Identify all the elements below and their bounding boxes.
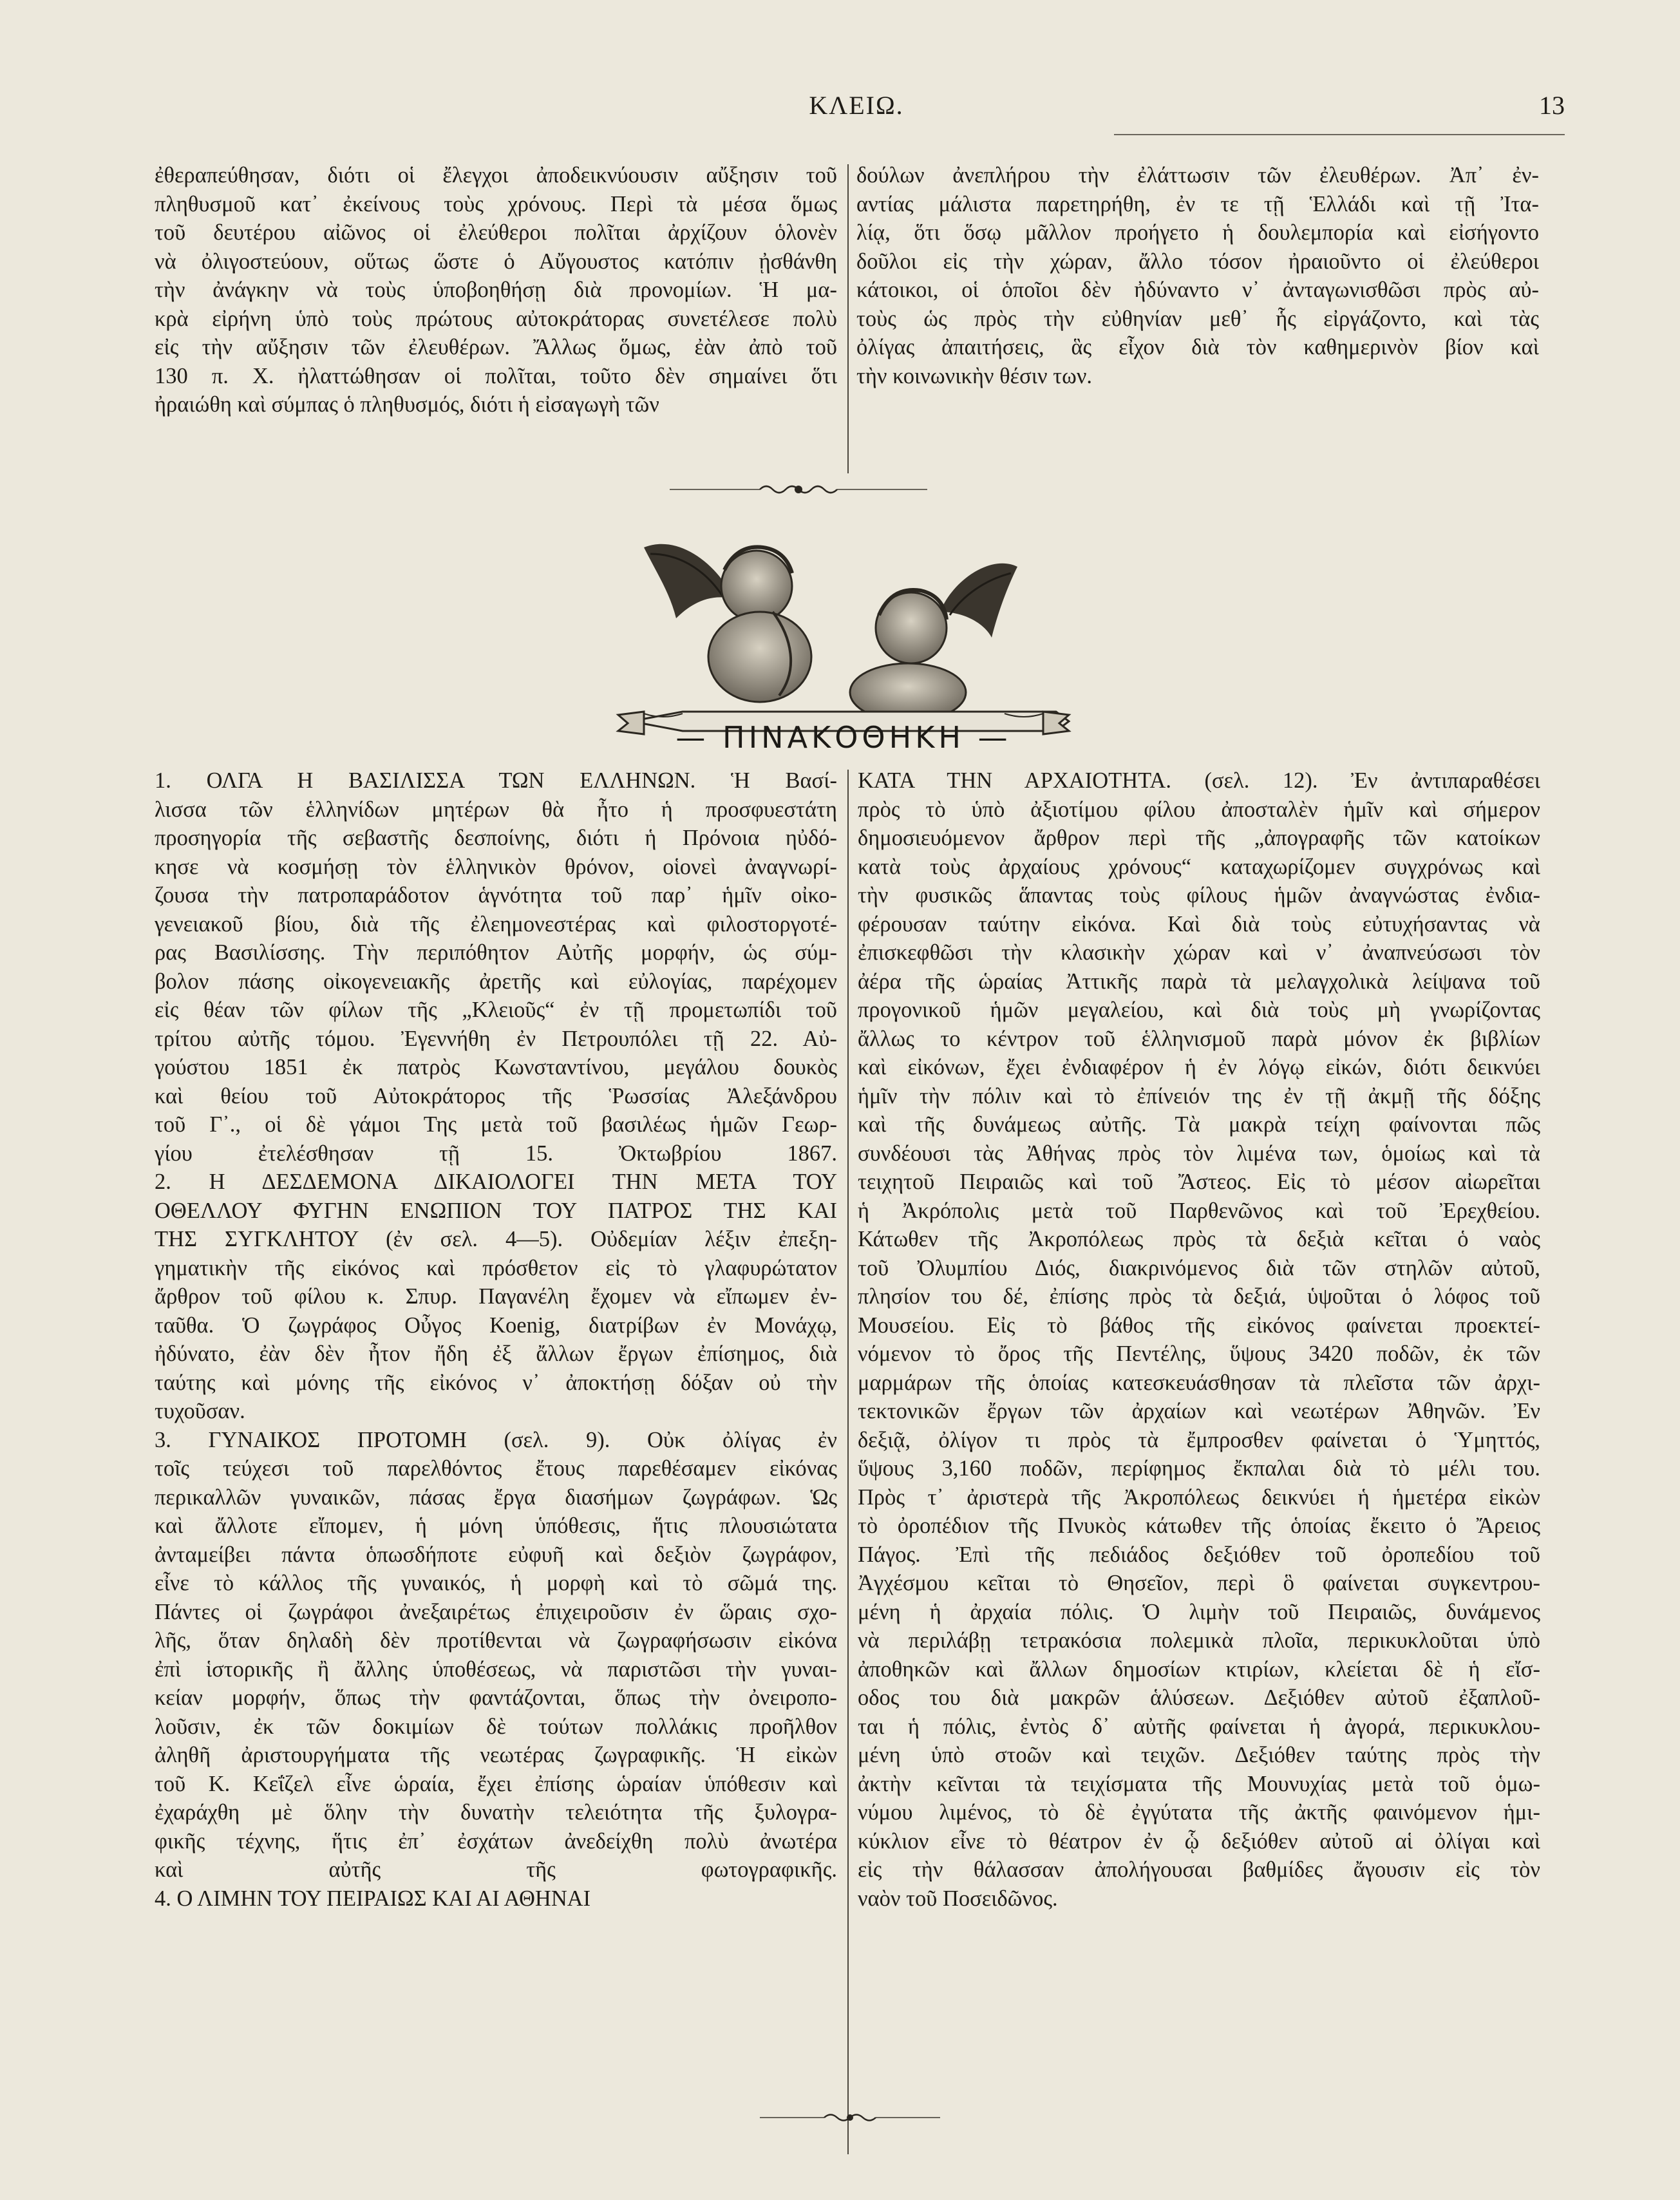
text-line: πλησίον του δέ, ἐπίσης πρὸς τὰ δεξιά, ὑψοῦται ὁ λόφος τοῦ xyxy=(858,1284,1540,1309)
text-line: κατὰ τοὺς ἀρχαίους χρόνους“ καταχωρίζομεν συγχρόνως καὶ xyxy=(858,854,1540,879)
text-line: συνδέουσι τὰς Ἀθήνας πρὸς τὸν λιμένα των, ὁμοίως καὶ τὰ xyxy=(858,1141,1540,1166)
text-line: νὰ περιλάβῃ τετρακόσια πολεμικὰ πλοῖα, περικυκλοῦται ὑπὸ xyxy=(858,1628,1540,1653)
text-line: εἰς τὴν αὔξησιν τῶν ἐλευθέρων. Ἄλλως ὅμως, ἐὰν ἀπὸ τοῦ xyxy=(155,335,837,359)
running-title: ΚΛΕΙΩ. xyxy=(809,91,904,120)
text-line: περικαλλῶν γυναικῶν, πάσας ἔργα διασήμων ζωγράφων. Ὡς xyxy=(155,1484,837,1510)
text-line: ζουσα τὴν πατροπαράδοτον ἁγνότητα τοῦ παρ᾽ ἡμῖν οἰκο- xyxy=(155,883,837,907)
text-line: καὶ τῆς δυνάμεως αὐτῆς. Τὰ μακρὰ τείχη φαίνονται πῶς xyxy=(858,1112,1540,1137)
text-line: Ἀγχέσμου κεῖται τὸ Θησεῖον, περὶ ὃ φαίνεται συγκεντρου- xyxy=(858,1571,1540,1595)
text-line: 3. ΓΥΝΑΙΚΟΣ ΠΡΟΤΟΜΗ (σελ. 9). Οὐκ ὀλίγας ἐν xyxy=(155,1427,837,1452)
text-line: κησε νὰ κοσμήσῃ τὸν ἑλληνικὸν θρόνον, οἱονεὶ ἀναγνωρί- xyxy=(155,854,837,879)
text-line: ΚΑΤΑ ΤΗΝ ΑΡΧΑΙΟΤΗΤΑ. (σελ. 12). Ἐν ἀντιπαραθέσει xyxy=(858,768,1540,793)
text-line: δούλων ἀνεπλήρου τὴν ἐλάττωσιν τῶν ἐλευθέρων. Ἀπ᾽ ἐν- xyxy=(856,163,1539,187)
text-line: τὴν φυσικῶς ἅπαντας τοὺς φίλους ἡμῶν ἀναγνώστας ἐνδια- xyxy=(858,883,1540,907)
text-line: ΟΘΕΛΛΟΥ ΦΥΓΗΝ ΕΝΩΠΙΟΝ ΤΟΥ ΠΑΤΡΟΣ ΤΗΣ ΚΑΙ xyxy=(155,1198,837,1223)
text-line: 130 π. Χ. ἠλαττώθησαν οἱ πολῖται, τοῦτο δὲν σημαίνει ὅτι xyxy=(155,363,837,388)
text-line: λισσα τῶν ἑλληνίδων μητέρων θὰ ἦτο ἡ προσφυεστάτη xyxy=(155,797,837,822)
text-line: φικῆς τέχνης, ἥτις ἐπ᾽ ἐσχάτων ἀνεδείχθη πολὺ ἀνωτέρα xyxy=(155,1828,837,1854)
text-line: 4. Ο ΛΙΜΗΝ ΤΟΥ ΠΕΙΡΑΙΩΣ ΚΑΙ ΑΙ ΑΘΗΝΑΙ xyxy=(155,1886,591,1911)
text-line: κύκλιον εἶνε τὸ θέατρον ἐν ᾧ δεξιόθεν αὐτοῦ αἱ ὀλίγαι καὶ xyxy=(858,1828,1540,1854)
text-line: ἠδύνατο, ἐὰν δὲν ἦτον ἤδη ἐξ ἄλλων ἔργων ἐπίσημος, διὰ xyxy=(155,1342,837,1366)
text-line: Πάντες οἱ ζωγράφοι ἀνεξαιρέτως ἐπιχειροῦσιν ἐν ὥραις σχο- xyxy=(155,1599,837,1624)
text-line: Πρὸς τ᾽ ἀριστερὰ τῆς Ἀκροπόλεως δεικνύει ἡ ἡμετέρα εἰκὼν xyxy=(858,1484,1540,1510)
banner-label: — ΠΙΝΑΚΟΘΗΚΗ — xyxy=(675,720,1012,755)
text-line: καὶ εἰκόνων, ἔχει ἐνδιαφέρον ἡ ἐν λόγῳ εἰκών, διότι δεικνύει xyxy=(858,1055,1540,1079)
bottom-right-column xyxy=(858,766,1540,1913)
text-line: νύμου λιμένος, τὸ δὲ ἐγγύτατα τῆς ἀκτῆς φαινόμενον ἡμι- xyxy=(858,1800,1540,1825)
text-line: ὀλίγας ἀπαιτήσεις, ἃς εἶχον διὰ τὸν καθημερινὸν βίον καὶ xyxy=(856,335,1539,359)
text-line: λῆς, ὅταν δηλαδὴ δὲν προτίθενται νὰ ζωγραφήσωσιν εἰκόνα xyxy=(155,1628,837,1653)
text-line: ἡ Ἀκρόπολις μετὰ τοῦ Παρθενῶνος καὶ τοῦ Ἐρεχθείου. xyxy=(858,1198,1540,1223)
column-divider-bottom xyxy=(847,770,849,2154)
section-ornament xyxy=(670,480,927,499)
text-line: ὕψους 3,160 ποδῶν, περίφημος ἔκπαλαι διὰ τὸ μέλι του. xyxy=(858,1456,1540,1481)
text-line: τοῖς τεύχεσι τοῦ παρελθόντος ἔτους παρεθέσαμεν εἰκόνας xyxy=(155,1456,837,1481)
text-line: ταύτης καὶ μόνης τῆς εἰκόνος ν᾽ ἀποκτήσῃ δόξαν οὐ τὴν xyxy=(155,1370,837,1395)
text-line: Πάγος. Ἐπὶ τῆς πεδιάδος δεξιόθεν τοῦ ὀροπεδίου τοῦ xyxy=(858,1542,1540,1567)
page-header xyxy=(148,90,1565,135)
text-line: καὶ θείου τοῦ Αὐτοκράτορος τῆς Ῥωσσίας Ἀλεξάνδρου xyxy=(155,1083,837,1108)
text-line: οδος του διὰ μακρῶν ἁλύσεων. Δεξιόθεν αὐτοῦ ἐξαπλοῦ- xyxy=(858,1685,1540,1710)
text-line: προγονικοῦ ἡμῶν μεγαλείου, καὶ διὰ τοὺς μὴ γνωρίζοντας xyxy=(858,998,1540,1022)
text-line: φέρουσαν ταύτην εἰκόνα. Καὶ διὰ τοὺς εὐτυχήσαντας νὰ xyxy=(858,911,1540,936)
text-line: τρίτου αὐτῆς τόμου. Ἐγεννήθη ἐν Πετρουπόλει τῇ 22. Αὐ- xyxy=(155,1026,837,1051)
text-line: τοῦ Ὀλυμπίου Διός, διακρινόμενος διὰ τῶν στηλῶν αὐτοῦ, xyxy=(858,1255,1540,1280)
text-line: καὶ ἄλλοτε εἴπομεν, ἡ μόνη ὑπόθεσις, ἥτις πλουσιώτατα xyxy=(155,1513,837,1538)
text-line: τοὺς ὡς πρὸς τὴν εὐθηνίαν μεθ᾽ ἧς εἰργάζοντο, καὶ τὰς xyxy=(856,306,1539,331)
text-line: γενειακοῦ βίου, διὰ τῆς ἐλεημονεστέρας καὶ φιλοστοργοτέ- xyxy=(155,911,837,936)
text-line: κρὰ εἰρήνη ὑπὸ τοὺς πρώτους αὐτοκράτορας συνετέλεσε πολὺ xyxy=(155,306,837,331)
text-line: τειχητοῦ Πειραιῶς καὶ τοῦ Ἄστεος. Εἰς τὸ μέσον αἰωρεῖται xyxy=(858,1170,1540,1194)
text-line: πληθυσμοῦ κατ᾽ ἐκείνους τοὺς χρόνους. Περὶ τὰ μέσα ὅμως xyxy=(155,191,837,216)
text-line: ἐπὶ ἱστορικῆς ἢ ἄλλης ὑποθέσεως, νὰ παριστῶσι τὴν γυναι- xyxy=(155,1656,837,1682)
text-line: 1. ΟΛΓΑ Η ΒΑΣΙΛΙΣΣΑ ΤΩΝ ΕΛΛΗΝΩΝ. Ἡ Βασί- xyxy=(155,768,837,793)
text-line: ται ἡ πόλις, ἐντὸς δ᾽ αὐτῆς φαίνεται ἡ ἀγορά, περικυκλου- xyxy=(858,1714,1540,1739)
top-right-column xyxy=(856,161,1539,390)
text-line: ἄρθρον τοῦ φίλου κ. Σπυρ. Παγανέλη ἔχομεν νὰ εἴπωμεν ἐν- xyxy=(155,1284,837,1309)
text-line: ἀέρα τῆς ὡραίας Ἀττικῆς παρὰ τὰ μελαγχολικὰ λείψανα τοῦ xyxy=(858,969,1540,994)
text-line: δεξιᾷ, ὀλίγον τι πρὸς τὰ ἔμπροσθεν φαίνεται ὁ Ὑμηττός, xyxy=(858,1427,1540,1452)
text-line: ταῦθα. Ὁ ζωγράφος Οὖγος Koenig, διατρίβων ἐν Μονάχῳ, xyxy=(155,1313,837,1338)
text-line: μένη ὑπὸ στοῶν καὶ τειχῶν. Δεξιόθεν ταύτης πρὸς τὴν xyxy=(858,1743,1540,1767)
text-line: μένη ἡ ἀρχαία πόλις. Ὁ λιμὴν τοῦ Πειραιῶς, δυνάμενος xyxy=(858,1599,1540,1624)
text-line: προσηγορία τῆς σεβαστῆς δεσποίνης, διότι ἡ Πρόνοια ηὐδό- xyxy=(155,826,837,850)
ornament-scroll xyxy=(670,480,927,499)
text-line: ἀληθῆ ἀριστουργήματα τῆς νεωτέρας ζωγραφικῆς. Ἡ εἰκὼν xyxy=(155,1743,837,1767)
text-line: λίᾳ, ὅτι ὅσῳ μᾶλλον προήγετο ἡ δουλεμπορία καὶ εἰσήγοντο xyxy=(856,220,1539,245)
text-line: ἀποθηκῶν καὶ ἄλλων δημοσίων κτιρίων, κλείεται δὲ ἡ εἴσ- xyxy=(858,1656,1540,1682)
text-line: τὴν κοινωνικὴν θέσιν των. xyxy=(856,363,1093,388)
text-line: καὶ αὐτῆς τῆς φωτογραφικῆς. xyxy=(155,1857,837,1882)
text-line: ναὸν τοῦ Ποσειδῶνος. xyxy=(858,1886,1058,1911)
text-line: τὴν ἀνάγκην νὰ τοὺς ὑποβοηθήσῃ διὰ προνομίων. Ἡ μα- xyxy=(155,278,837,302)
bottom-left-column xyxy=(155,766,837,1913)
text-line: κείαν μορφήν, ὅπως τὴν φαντάζονται, ὅπως τὴν ὀνειροπο- xyxy=(155,1685,837,1710)
text-line: ἡμῖν τὴν πόλιν καὶ τὸ ἐπίνειόν της ἐν τῇ ἀκμῇ τῆς δόξης xyxy=(858,1083,1540,1108)
header-rule xyxy=(1114,134,1565,135)
text-line: τυχοῦσαν. xyxy=(155,1399,245,1423)
text-line: πρὸς τὸ ὑπὸ ἀξιοτίμου φίλου ἀποσταλὲν ἡμῖν καὶ σήμερον xyxy=(858,797,1540,822)
text-line: ἀνταμείβει πάντα ὁπωσδήποτε εὐφυῆ καὶ δεξιὸν ζωγράφον, xyxy=(155,1542,837,1567)
text-line: αντίας μάλιστα παρετηρήθη, ἐν τε τῇ Ἑλλάδι καὶ τῇ Ἰτα- xyxy=(856,191,1539,216)
text-line: ἐχαράχθη μὲ ὅλην τὴν δυνατὴν τελειότητα τῆς ξυλογρα- xyxy=(155,1800,837,1825)
text-line: ἀκτὴν κεῖνται τὰ τειχίσματα τῆς Μουνυχίας μετὰ τοῦ ὁμω- xyxy=(858,1771,1540,1796)
top-left-column xyxy=(155,161,837,419)
text-line: Κάτωθεν τῆς Ἀκροπόλεως πρὸς τὰ δεξιὰ κεῖται ὁ ναὸς xyxy=(858,1227,1540,1251)
text-line: μαρμάρων τῆς ὁποίας κατεσκευάσθησαν τὰ πλεῖστα τῶν ἀρχι- xyxy=(858,1370,1540,1395)
text-line: ἠραιώθη καὶ σύμπας ὁ πληθυσμός, διότι ἡ εἰσαγωγὴ τῶν xyxy=(155,392,659,417)
text-line: ἐπισκεφθῶσι τὴν κλασικὴν χώραν καὶ ν᾽ ἀναπνεύσωσι τὸν xyxy=(858,940,1540,965)
text-line: τεκτονικῶν ἔργων τῶν ἀρχαίων καὶ νεωτέρων Ἀθηνῶν. Ἐν xyxy=(858,1399,1540,1423)
text-line: δοῦλοι εἰς τὴν χώραν, ἄλλο τόσον ἠραιοῦντο οἱ ἐλεύθεροι xyxy=(856,249,1539,274)
text-line: λοῦσιν, ἐκ τῶν δοκιμίων δὲ τούτων πολλάκις προῆλθον xyxy=(155,1714,837,1739)
text-line: γίου ἐτελέσθησαν τῇ 15. Ὀκτωβρίου 1867. xyxy=(155,1141,837,1166)
text-line: τὸ ὀροπέδιον τῆς Πνυκὸς κάτωθεν τῆς ὁποίας ἔκειτο ὁ Ἄρειος xyxy=(858,1513,1540,1538)
text-line: 2. Η ΔΕΣΔΕΜΟΝΑ ΔΙΚΑΙΟΛΟΓΕΙ ΤΗΝ ΜΕΤΑ ΤΟΥ xyxy=(155,1170,837,1194)
end-ornament-scroll xyxy=(760,2109,940,2126)
text-line: τοῦ Γ᾽., οἱ δὲ γάμοι Της μετὰ τοῦ βασιλέως ἡμῶν Γεωρ- xyxy=(155,1112,837,1137)
text-line: κάτοικοι, οἱ ὁποῖοι δὲν ἠδύναντο ν᾽ ἀνταγωνισθῶσι πρὸς αὐ- xyxy=(856,278,1539,302)
text-line: ΤΗΣ ΣΥΓΚΛΗΤΟΥ (ἐν σελ. 4—5). Οὐδεμίαν λέξιν ἐπεξη- xyxy=(155,1227,837,1251)
text-line: εἶνε τὸ κάλλος τῆς γυναικός, ἡ μορφὴ καὶ τὸ σῶμά της. xyxy=(155,1571,837,1595)
text-line: Μουσείου. Εἰς τὸ βάθος τῆς εἰκόνος φαίνεται προεκτεί- xyxy=(858,1313,1540,1338)
text-line: εἰς θέαν τῶν φίλων τῆς „Κλειοῦς“ ἐν τῇ προμετωπίδι τοῦ xyxy=(155,998,837,1022)
text-line: νόμενον τὸ ὄρος τῆς Πεντέλης, ὕψους 3420 ποδῶν, ἐκ τῶν xyxy=(858,1342,1540,1366)
text-line: ἄλλως το κέντρον τοῦ ἑλληνισμοῦ παρὰ μόνον ἐκ βιβλίων xyxy=(858,1026,1540,1051)
text-line: ρας Βασιλίσσης. Τὴν περιπόθητον Αὐτῆς μορφήν, ὡς σύμ- xyxy=(155,940,837,965)
page-number: 13 xyxy=(1539,91,1565,120)
text-line: γούστου 1851 ἐκ πατρὸς Κωνσταντίνου, μεγάλου δουκὸς xyxy=(155,1055,837,1079)
column-divider-top xyxy=(847,164,849,473)
text-line: ἐθεραπεύθησαν, διότι οἱ ἔλεγχοι ἀποδεικνύουσιν αὔξησιν τοῦ xyxy=(155,163,837,187)
text-line: βολον πάσης οἰκογενειακῆς ἀρετῆς καὶ εὐλογίας, παρέχομεν xyxy=(155,969,837,994)
text-line: δημοσιευόμενον ἄρθρον περὶ τῆς „ἀπογραφῆς τῶν κατοίκων xyxy=(858,826,1540,850)
text-line: τοῦ Κ. Κεΐζελ εἶνε ὡραία, ἔχει ἐπίσης ὡραίαν ὑπόθεσιν καὶ xyxy=(155,1771,837,1796)
text-line: νὰ ὀλιγοστεύουν, οὕτως ὥστε ὁ Αὔγουστος κατόπιν ᾐσθάνθη xyxy=(155,249,837,274)
text-line: εἰς τὴν θάλασσαν ἀπολήγουσαι βαθμίδες ἄγουσιν εἰς τὸν xyxy=(858,1857,1540,1882)
text-line: τοῦ δευτέρου αἰῶνος οἱ ἐλεύθεροι πολῖται ἀρχίζουν ὁλονὲν xyxy=(155,220,837,245)
end-ornament xyxy=(760,2109,940,2126)
text-line: γηματικὴν τῆς εἰκόνος καὶ πρόσθετον εἰς τὸ γλαφυρώτατον xyxy=(155,1255,837,1280)
